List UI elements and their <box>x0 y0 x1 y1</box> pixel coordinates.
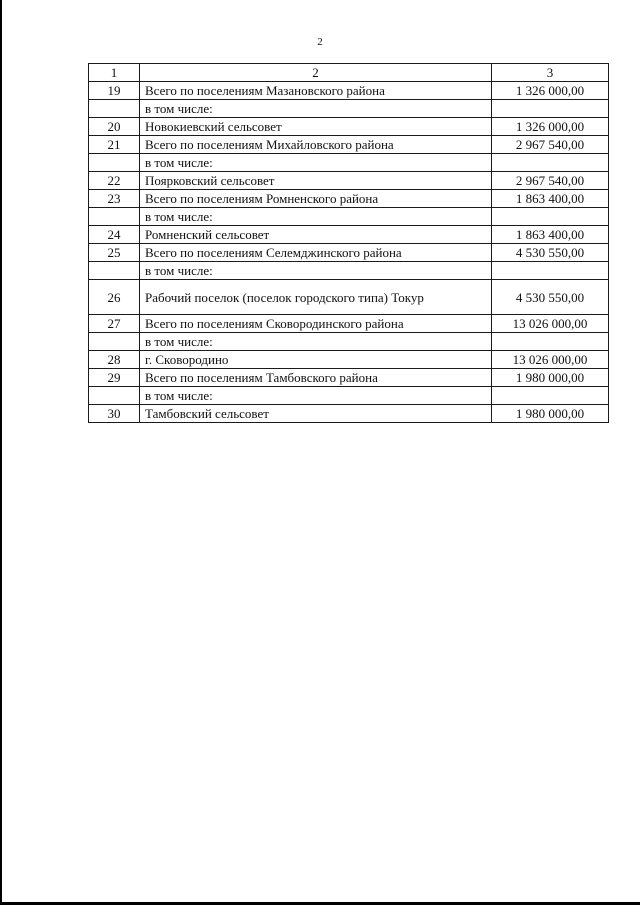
row-name: Всего по поселениям Селемджинского района <box>140 244 492 262</box>
row-num: 27 <box>89 315 140 333</box>
row-name: Тамбовский сельсовет <box>140 405 492 423</box>
row-num: 22 <box>89 172 140 190</box>
row-name: Всего по поселениям Тамбовского района <box>140 369 492 387</box>
table-row <box>89 369 609 387</box>
row-name: Ромненский сельсовет <box>140 226 492 244</box>
row-name: г. Сковородино <box>140 351 492 369</box>
row-num <box>89 100 140 118</box>
row-name: Всего по поселениям Ромненского района <box>140 190 492 208</box>
row-num: 20 <box>89 118 140 136</box>
row-sum: 1 980 000,00 <box>492 405 609 423</box>
header-cell-sum: 3 <box>492 64 609 82</box>
row-sum <box>492 208 609 226</box>
row-name: в том числе: <box>140 333 492 351</box>
row-name: Всего по поселениям Сковородинского района <box>140 315 492 333</box>
row-name: в том числе: <box>140 387 492 405</box>
row-name: в том числе: <box>140 100 492 118</box>
row-name: Новокиевский сельсовет <box>140 118 492 136</box>
row-name: в том числе: <box>140 262 492 280</box>
row-sum: 2 967 540,00 <box>492 136 609 154</box>
row-name: Рабочий поселок (поселок городского типа) Токур <box>140 280 492 315</box>
row-num: 24 <box>89 226 140 244</box>
page-number: 2 <box>317 36 323 48</box>
table-row <box>89 351 609 369</box>
table-row <box>89 280 609 315</box>
table-header-row <box>89 64 609 82</box>
table-row <box>89 315 609 333</box>
row-sum <box>492 154 609 172</box>
row-sum <box>492 262 609 280</box>
row-sum: 4 530 550,00 <box>492 280 609 315</box>
table-row <box>89 154 609 172</box>
row-sum <box>492 100 609 118</box>
table-row <box>89 208 609 226</box>
row-num <box>89 208 140 226</box>
table-row <box>89 387 609 405</box>
row-num <box>89 387 140 405</box>
table-row <box>89 172 609 190</box>
row-sum: 1 326 000,00 <box>492 118 609 136</box>
row-num: 25 <box>89 244 140 262</box>
row-sum: 4 530 550,00 <box>492 244 609 262</box>
row-num: 28 <box>89 351 140 369</box>
allocation-table <box>88 63 609 423</box>
row-sum: 1 326 000,00 <box>492 82 609 100</box>
row-num <box>89 154 140 172</box>
row-sum: 2 967 540,00 <box>492 172 609 190</box>
row-sum: 1 863 400,00 <box>492 226 609 244</box>
row-sum: 1 863 400,00 <box>492 190 609 208</box>
table-row <box>89 262 609 280</box>
table-row <box>89 405 609 423</box>
row-num: 19 <box>89 82 140 100</box>
table-row <box>89 244 609 262</box>
table-row <box>89 190 609 208</box>
table-row <box>89 118 609 136</box>
table-row <box>89 136 609 154</box>
row-sum: 13 026 000,00 <box>492 315 609 333</box>
row-num: 30 <box>89 405 140 423</box>
row-num: 21 <box>89 136 140 154</box>
header-cell-name: 2 <box>140 64 492 82</box>
row-name: Поярковский сельсовет <box>140 172 492 190</box>
row-num: 29 <box>89 369 140 387</box>
table-row <box>89 100 609 118</box>
row-name: Всего по поселениям Михайловского района <box>140 136 492 154</box>
row-num: 23 <box>89 190 140 208</box>
row-num: 26 <box>89 280 140 315</box>
row-num <box>89 262 140 280</box>
row-num <box>89 333 140 351</box>
row-name: в том числе: <box>140 154 492 172</box>
row-name: в том числе: <box>140 208 492 226</box>
row-sum <box>492 387 609 405</box>
row-sum: 1 980 000,00 <box>492 369 609 387</box>
table-row <box>89 82 609 100</box>
scan-left-edge <box>0 0 2 905</box>
row-sum: 13 026 000,00 <box>492 351 609 369</box>
row-sum <box>492 333 609 351</box>
table-row <box>89 333 609 351</box>
row-name: Всего по поселениям Мазановского района <box>140 82 492 100</box>
header-cell-num: 1 <box>89 64 140 82</box>
table-row <box>89 226 609 244</box>
